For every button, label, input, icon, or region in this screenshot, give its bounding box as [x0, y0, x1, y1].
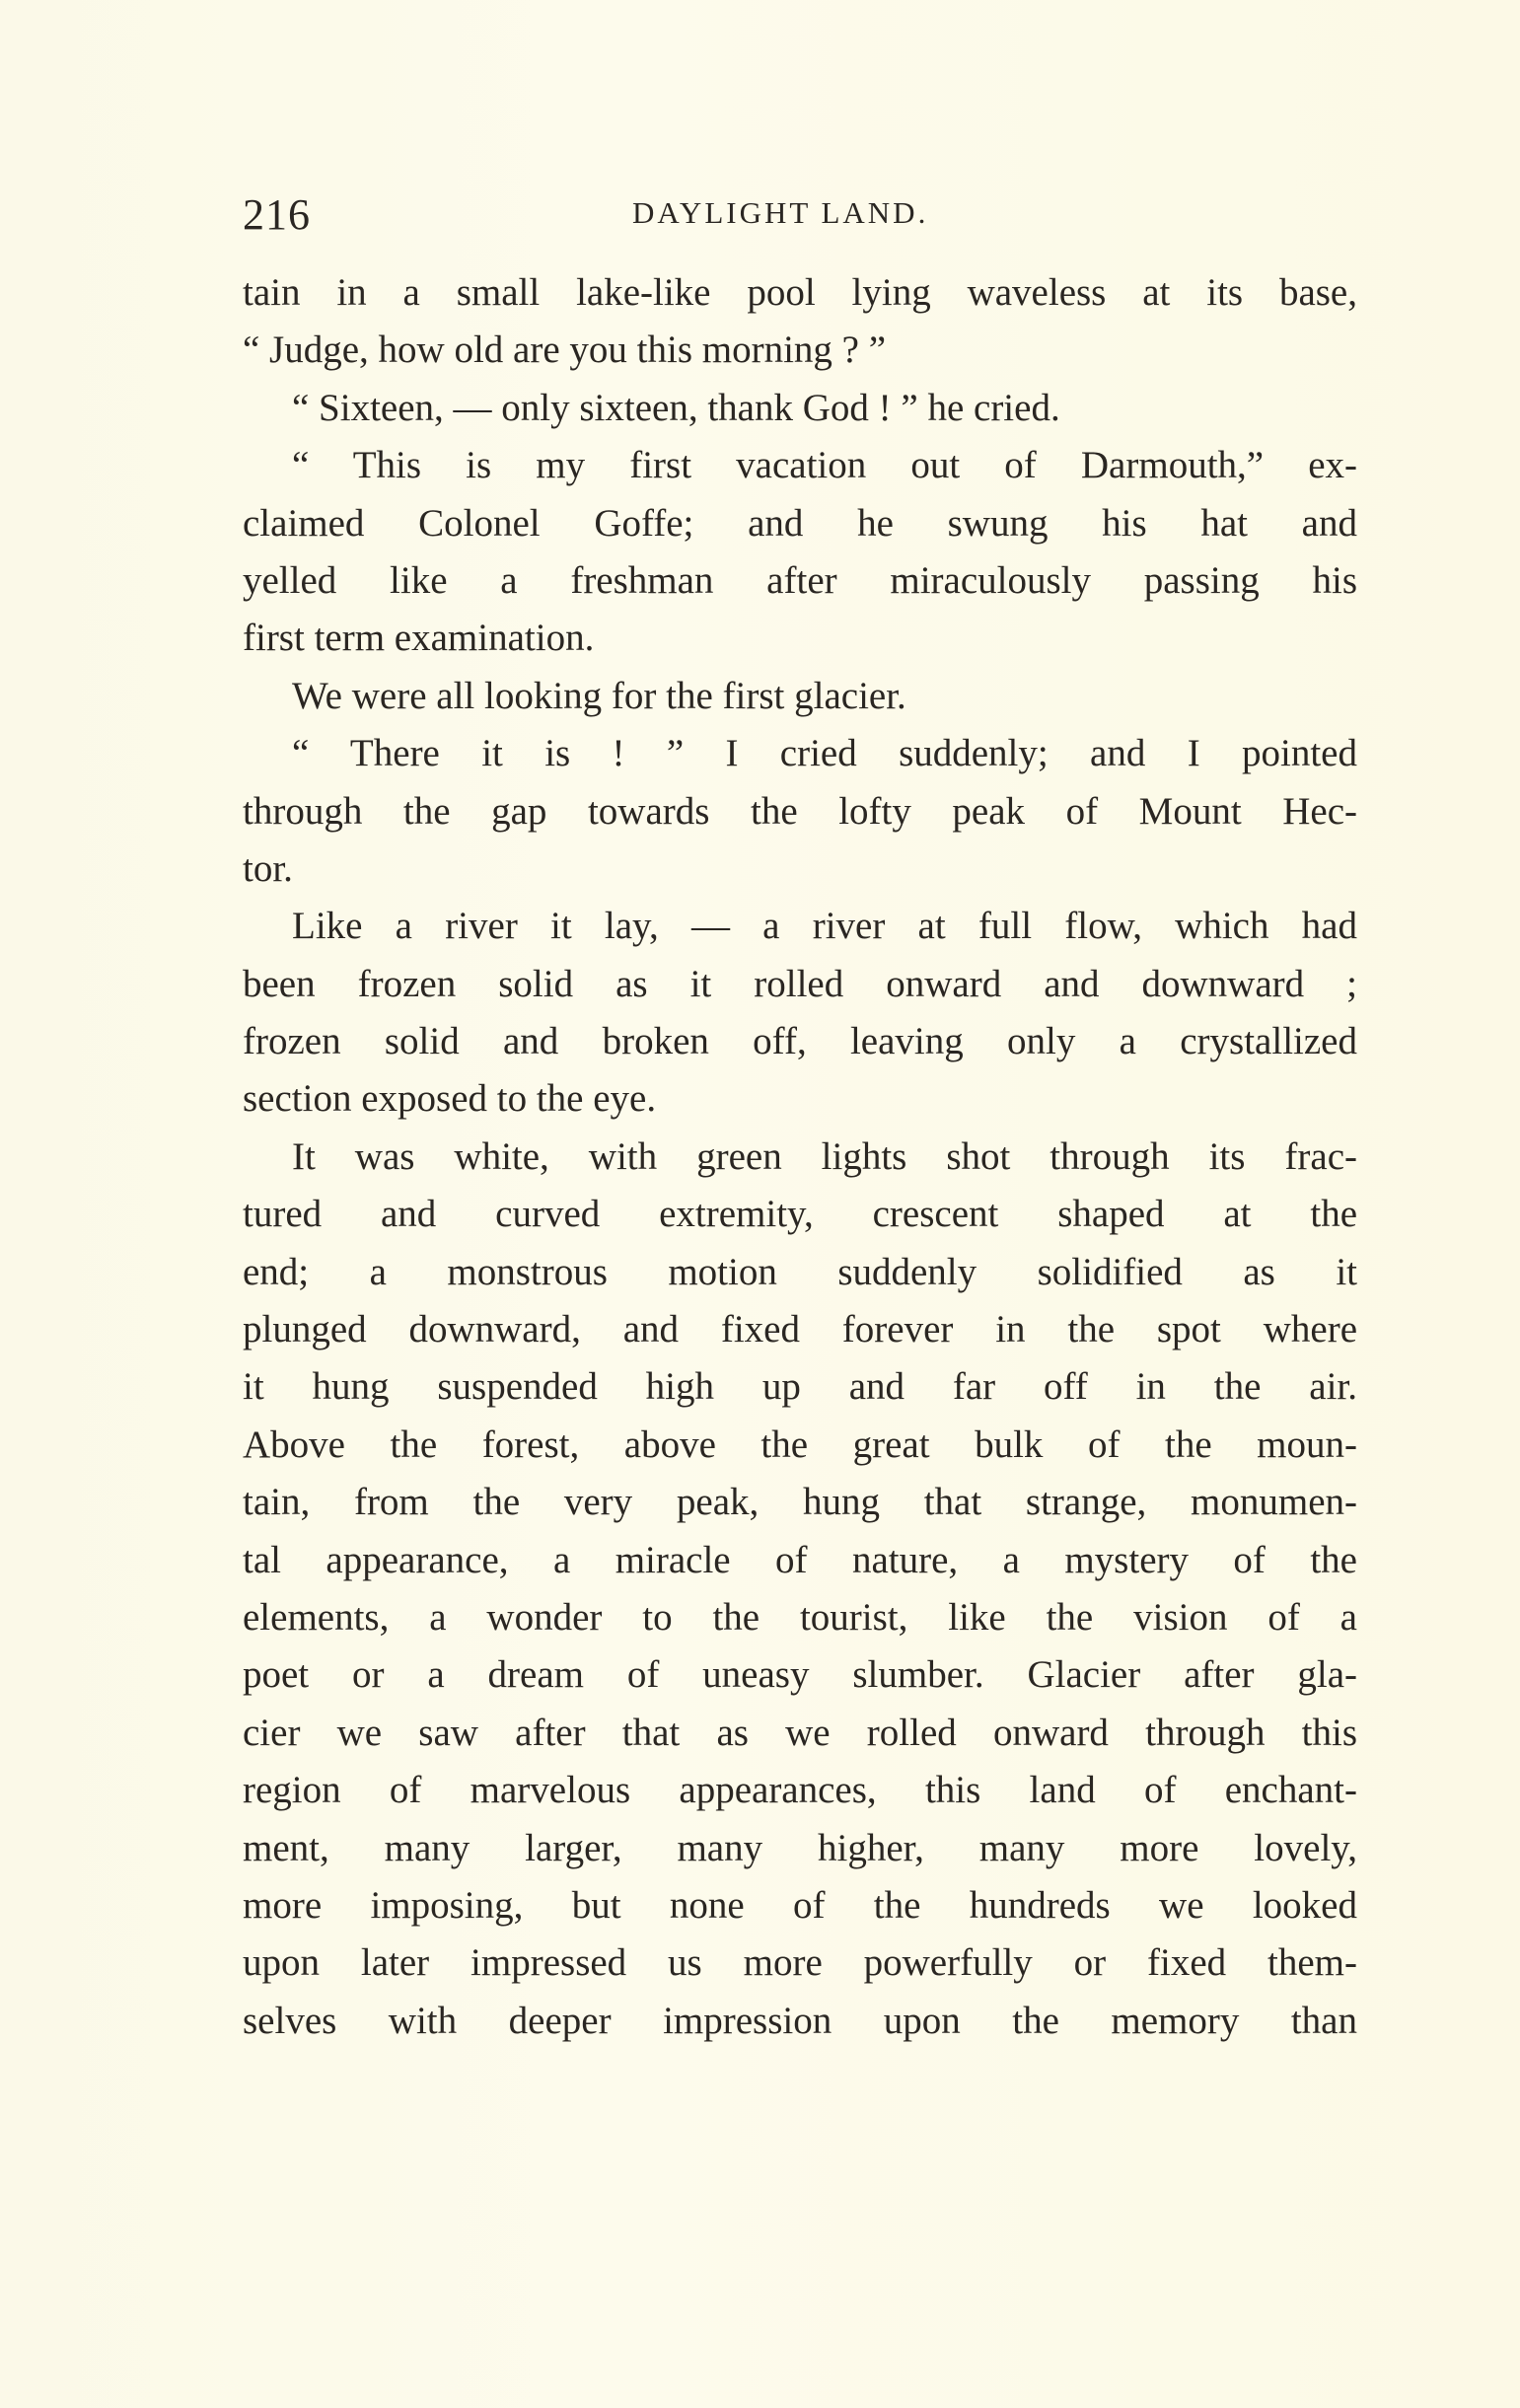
text-line: tor.: [243, 846, 293, 890]
text-line: tain, from the very peak, hung that strange, monumen-: [243, 1481, 1357, 1524]
text-line: selves with deeper impression upon the memory than: [243, 1999, 1357, 2042]
text-line: yelled like a freshman after miraculously passing his: [243, 558, 1357, 602]
text-line: tal appearance, a miracle of nature, a mystery of the: [243, 1538, 1357, 1581]
text-line: section exposed to the eye.: [243, 1077, 657, 1121]
text-line: It was white, with green lights shot through its frac-: [292, 1134, 1357, 1178]
text-line: plunged downward, and fixed forever in the spot where: [243, 1308, 1357, 1351]
text-line: claimed Colonel Goffe; and he swung his hat and: [243, 501, 1357, 545]
text-line: “ This is my first vacation out of Darmouth,” ex-: [292, 444, 1357, 487]
text-line: frozen solid and broken off, leaving only a crystallized: [243, 1020, 1357, 1063]
text-line: elements, a wonder to the tourist, like the vision of a: [243, 1595, 1357, 1639]
text-line: “ There it is ! ” I cried suddenly; and I pointed: [292, 732, 1357, 775]
text-line: end; a monstrous motion suddenly solidified as it: [243, 1250, 1357, 1293]
text-line: region of marvelous appearances, this land of enchant-: [243, 1769, 1357, 1812]
text-line: Like a river it lay, — a river at full flow, which had: [292, 905, 1357, 948]
text-line: first term examination.: [243, 617, 595, 660]
text-line: “ Judge, how old are you this morning ? ”: [243, 328, 887, 372]
text-line: tain in a small lake-like pool lying waveless at its base,: [243, 271, 1357, 314]
body-text: [243, 264, 1357, 2050]
text-line: We were all looking for the first glacier.: [292, 674, 906, 717]
text-line: “ Sixteen, — only sixteen, thank God ! ” he cried.: [292, 386, 1060, 429]
text-line: poet or a dream of uneasy slumber. Glacier after gla-: [243, 1653, 1357, 1697]
text-line: cier we saw after that as we rolled onward through this: [243, 1711, 1357, 1754]
text-line: ment, many larger, many higher, many more lovely,: [243, 1826, 1357, 1869]
text-line: through the gap towards the lofty peak of Mount Hec-: [243, 789, 1357, 833]
text-line: upon later impressed us more powerfully or fixed them-: [243, 1941, 1357, 1985]
text-line: more imposing, but none of the hundreds we looked: [243, 1883, 1357, 1927]
page-number: 216: [243, 190, 311, 239]
text-line: Above the forest, above the great bulk of the moun-: [243, 1423, 1357, 1466]
page-header: [243, 189, 1357, 249]
running-head: DAYLIGHT LAND.: [632, 195, 929, 230]
text-line: tured and curved extremity, crescent shaped at the: [243, 1193, 1357, 1236]
text-line: been frozen solid as it rolled onward and downward ;: [243, 962, 1357, 1005]
text-line: it hung suspended high up and far off in the air.: [243, 1365, 1357, 1409]
